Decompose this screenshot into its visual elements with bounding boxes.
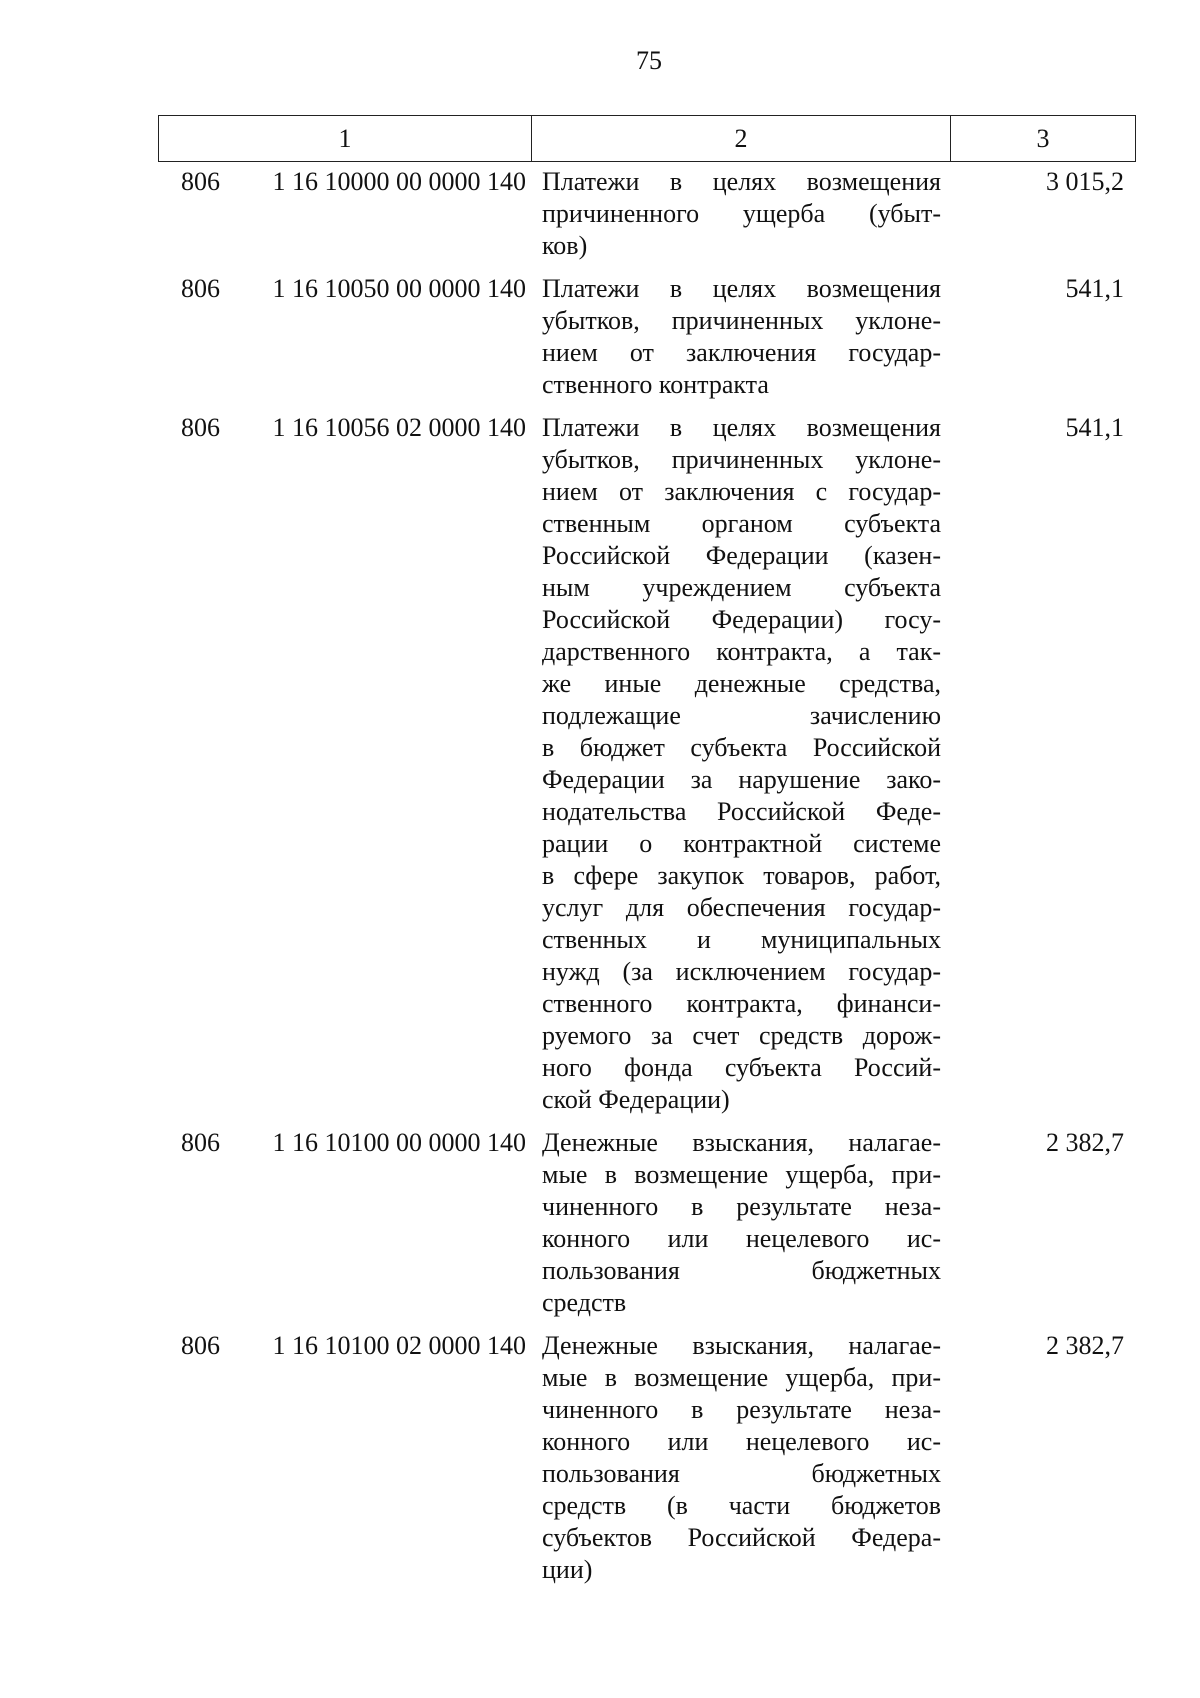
income-name-line: конного или нецелевого ис- [542, 1427, 941, 1456]
admin-code-cell: 806 [181, 1128, 220, 1157]
income-name-line: ков) [542, 231, 588, 260]
income-name-line: Федерации за нарушение зако- [542, 765, 941, 794]
budget-code-cell: 1 16 10000 00 0000 140 [272, 167, 526, 196]
income-name-line: ного фонда субъекта Россий- [542, 1053, 941, 1082]
income-name-line: ской Федерации) [542, 1085, 730, 1114]
income-name-line: пользования бюджетных [542, 1459, 941, 1488]
table-header [158, 115, 1136, 162]
income-name-line: пользования бюджетных [542, 1256, 941, 1285]
income-name-line: убытков, причиненных уклоне- [542, 445, 941, 474]
income-name-line: чиненного в результате неза- [542, 1192, 941, 1221]
income-name-cell [542, 1127, 941, 1319]
amount-cell: 2 382,7 [1046, 1128, 1124, 1157]
income-name-line: Денежные взыскания, налагае- [542, 1331, 941, 1360]
income-name-line: ственного контракта, финанси- [542, 989, 941, 1018]
income-name-line: чиненного в результате неза- [542, 1395, 941, 1424]
income-name-line: Платежи в целях возмещения [542, 167, 941, 196]
income-name-line: же иные денежные средства, [542, 669, 941, 698]
income-name-line: причиненного ущерба (убыт- [542, 199, 941, 228]
income-name-cell [542, 273, 941, 401]
income-name-line: нодательства Российской Феде- [542, 797, 941, 826]
header-col-2: 2 [532, 116, 951, 161]
income-name-line: Российской Федерации) госу- [542, 605, 941, 634]
income-name-line: ственных и муниципальных [542, 925, 941, 954]
income-name-line: нием от заключения государ- [542, 338, 941, 367]
income-name-line: подлежащие зачислению [542, 701, 941, 730]
income-name-line: мые в возмещение ущерба, при- [542, 1160, 941, 1189]
budget-code-cell: 1 16 10100 02 0000 140 [272, 1331, 526, 1360]
income-name-cell [542, 412, 941, 1116]
income-name-line: ственного контракта [542, 370, 769, 399]
income-name-line: ным учреждением субъекта [542, 573, 941, 602]
amount-cell: 541,1 [1065, 274, 1124, 303]
header-col-3: 3 [1036, 123, 1050, 153]
budget-code-cell: 1 16 10050 00 0000 140 [272, 274, 526, 303]
admin-code-cell: 806 [181, 1331, 220, 1360]
table-row [158, 1330, 1136, 1586]
income-name-line: убытков, причиненных уклоне- [542, 306, 941, 335]
income-name-line: Российской Федерации (казен- [542, 541, 941, 570]
income-name-line: субъектов Российской Федера- [542, 1523, 941, 1552]
table-row [158, 166, 1136, 262]
budget-code-cell: 1 16 10100 00 0000 140 [272, 1128, 526, 1157]
table-row [158, 273, 1136, 401]
admin-code-cell: 806 [181, 167, 220, 196]
admin-code-cell: 806 [181, 413, 220, 442]
income-name-line: услуг для обеспечения государ- [542, 893, 941, 922]
table-body [158, 166, 1136, 1597]
income-name-line: Платежи в целях возмещения [542, 413, 941, 442]
table-row [158, 1127, 1136, 1319]
table-row [158, 412, 1136, 1116]
admin-code-cell: 806 [181, 274, 220, 303]
income-name-line: Денежные взыскания, налагае- [542, 1128, 941, 1157]
income-name-line: нием от заключения с государ- [542, 477, 941, 506]
income-name-line: средств [542, 1288, 627, 1317]
income-name-line: рации о контрактной системе [542, 829, 941, 858]
income-name-line: дарственного контракта, а так- [542, 637, 941, 666]
income-name-line: средств (в части бюджетов [542, 1491, 941, 1520]
income-name-line: руемого за счет средств дорож- [542, 1021, 941, 1050]
income-name-line: мые в возмещение ущерба, при- [542, 1363, 941, 1392]
page-number: 75 [636, 46, 662, 75]
income-name-line: Платежи в целях возмещения [542, 274, 941, 303]
income-name-line: конного или нецелевого ис- [542, 1224, 941, 1253]
income-name-line: ции) [542, 1555, 593, 1584]
income-name-line: ственным органом субъекта [542, 509, 941, 538]
amount-cell: 541,1 [1065, 413, 1124, 442]
header-col-1: 1 [159, 116, 532, 161]
income-name-cell [542, 166, 941, 262]
income-name-cell [542, 1330, 941, 1586]
amount-cell: 3 015,2 [1046, 167, 1124, 196]
income-name-line: в бюджет субъекта Российской [542, 733, 941, 762]
budget-code-cell: 1 16 10056 02 0000 140 [272, 413, 526, 442]
amount-cell: 2 382,7 [1046, 1331, 1124, 1360]
income-name-line: нужд (за исключением государ- [542, 957, 941, 986]
income-name-line: в сфере закупок товаров, работ, [542, 861, 941, 890]
